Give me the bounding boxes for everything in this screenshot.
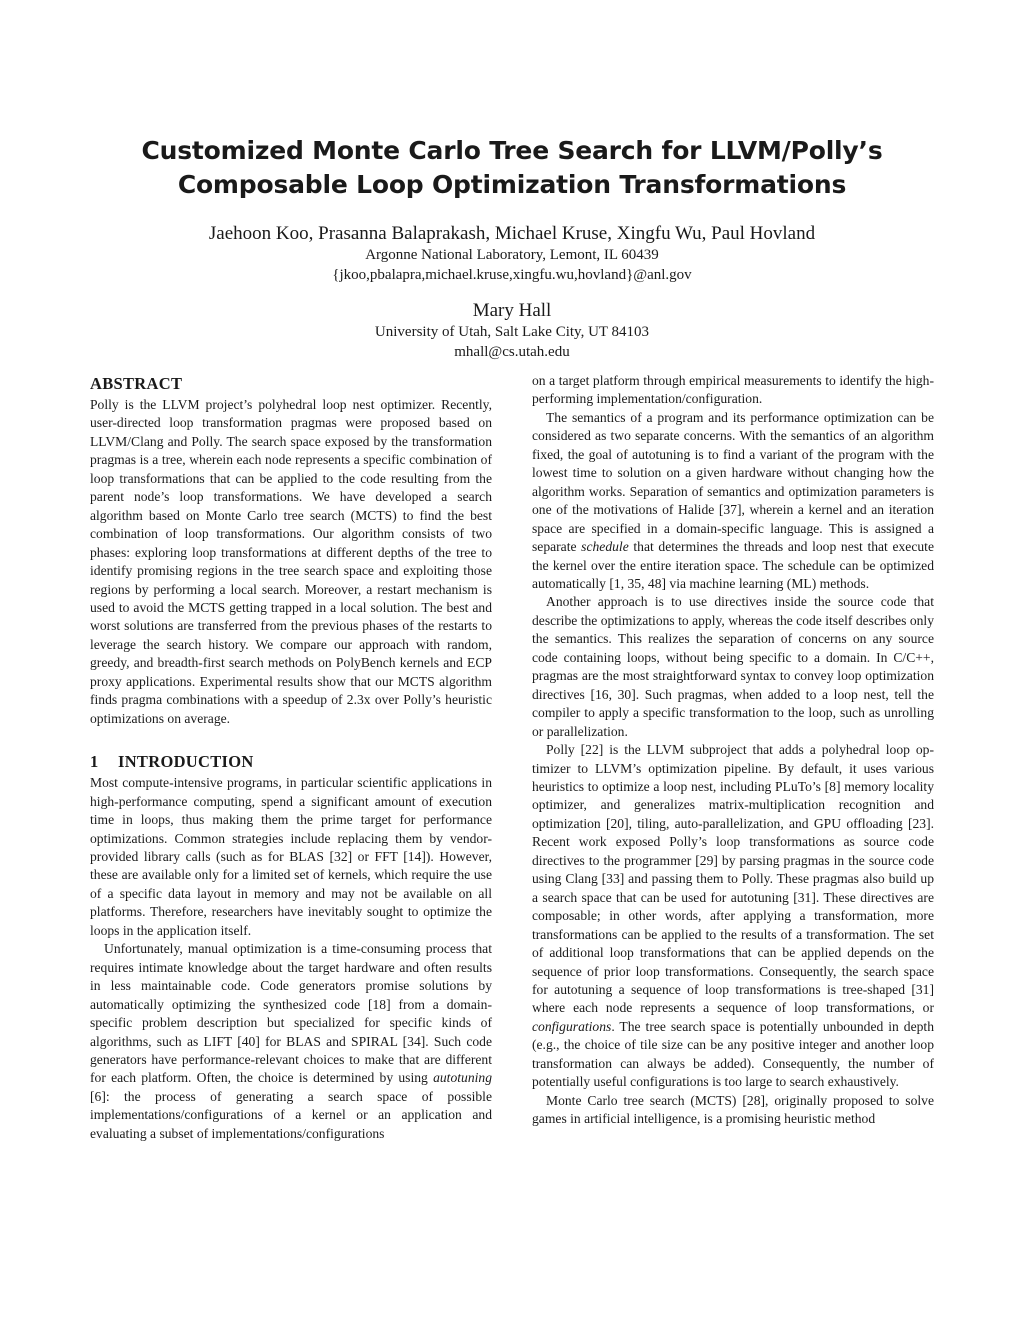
author-affiliation: Argonne National Laboratory, Lemont, IL 60439 — [365, 247, 659, 263]
abstract-heading: ABSTRACT — [90, 374, 183, 393]
title-line-1: Customized Monte Carlo Tree Search for LLVM/Polly’s — [141, 136, 883, 165]
section-heading-introduction — [90, 752, 492, 772]
abstract-text: Polly is the LLVM project’s polyhedral loop nest optimizer. Recently, user-directed loop transformation pragmas were proposed based on LLVM/Clang and Polly. The search space exposed by the transformation pragmas is a tree, wherein each node represents a specific combination of loop transformations that can be applied to the code resulting from the parent node’s loop transformations. We have developed a search algorithm based on Monte Carlo tree search (MCTS) to find the best combination of loop transformations. Our algorithm consists of two phases: exploring loop transformations at different depths of the tree to identify promising regions in the tree search space and exploiting those regions by performing a local search. Moreover, a restart mechanism is used to avoid the MCTS getting trapped in a local solution. The best and worst solutions are transferred from the previous phases of the restarts to leverage the search history. We compare our approach with random, greedy, and breadth-first search methods on PolyBench kernels and ECP proxy applications. Experimental results show that our MCTS algorithm finds pragma combinations with a speedup of 2.3x over Polly’s heuristic optimizations on average. — [90, 397, 492, 726]
title-line-2: Composable Loop Optimization Transformations — [177, 170, 847, 199]
intro-paragraph-2-continued: on a target platform through empirical measurements to identify the high-performing implementation/configuration. — [532, 373, 934, 407]
intro-paragraph-1: Most compute-intensive programs, in particular scientific applications in high-performance computing, spend a significant amount of execution time in loops, thus making them the prime target for performance optimizations. Common strategies include replacing them by vendor-provided library calls (such as for BLAS [32] or FFT [14]). However, these are available only for a limited set of kernels, which require the use of a specific data layout in memory and may not be available on all platforms. Therefore, researchers have inevitably sought to optimize the loops in the application itself. — [90, 775, 492, 938]
emphasis-configurations: configurations — [532, 1018, 612, 1034]
paper-title — [90, 134, 934, 202]
intro-paragraph-3 — [532, 409, 934, 594]
right-column — [532, 372, 934, 1129]
left-column — [90, 372, 492, 1143]
emphasis-autotuning: autotuning — [433, 1070, 492, 1086]
author-names: Jaehoon Koo, Prasanna Balaprakash, Michael Kruse, Xingfu Wu, Paul Hovland — [208, 223, 816, 244]
intro-paragraph-5 — [532, 741, 934, 1092]
section-number: 1 — [90, 752, 99, 772]
section-title: INTRODUCTION — [118, 752, 254, 772]
text-run: Polly [22] is the LLVM subproject that adds a polyhedral loop optimizer to LLVM’s optimization pipeline. By default, it uses various heuristics to optimize a loop nest, including PLuTo’s [8] memory locality optimizer, and generalizes matrix-multiplication recognition and optimization [20], tiling, auto-parallelization, and GPU offloading [23]. Recent work exposed Polly’s loop transformations as source code directives to the programmer [29] by parsing pragmas in the source code using Clang [33] and passing them to Polly. These pragmas also build up a search space that can be used for autotuning [31]. These directives are composable; in other words, after applying a transformation, more transformations can be applied to the results of a transformation. The set of additional loop transformations that can be applied depends on the sequence of prior loop transformations. Consequently, the search space for autotuning a sequence of loop transformations is tree-shaped [31] where each node represents a sequence of loop transformations, or — [532, 742, 934, 1016]
intro-paragraph-4: Another approach is to use directives inside the source code that describe the optimizations to apply, whereas the code itself describes only the semantics. This realizes the separation of concerns on any source code containing loops, without being specific to a domain. In C/C++, pragmas are the most straightforward syntax to convey loop optimization directives [16, 30]. Such pragmas, when added to a loop nest, tell the compiler to apply a specific transformation to the loop, such as unrolling or parallelization. — [532, 594, 934, 739]
intro-paragraph-6: Monte Carlo tree search (MCTS) [28], originally proposed to solve games in artificial intelligence, is a promising heuristic method — [532, 1092, 934, 1127]
intro-paragraph-2 — [90, 940, 492, 1143]
text-run: [6]: the process of generating a search space of possible implementations/configurations of a kernel or an application and evaluating a subset of implementations/configurations — [90, 1088, 492, 1141]
second-author-email[interactable]: mhall@cs.utah.edu — [454, 344, 570, 360]
text-run: that determines the threads and loop nest that execute the kernel over the entire iteration space. The schedule can be optimized automatically [1, 35, 48] via machine learning (ML) methods. — [532, 539, 934, 591]
emphasis-schedule: schedule — [581, 539, 629, 555]
text-run: The semantics of a program and its performance optimization can be considered as two separate concerns. With the semantics of an algorithm fixed, the goal of autotuning is to find a variant of the program with the lowest time to solution on a given hardware without changing how the algorithm works. Separation of semantics and optimization parameters is one of the motivations of Halide [37], wherein a kernel and an iteration space are specified in a domain-specific language. This is assigned a separate — [532, 409, 934, 555]
second-author-name: Mary Hall — [472, 300, 552, 321]
second-author-affiliation: University of Utah, Salt Lake City, UT 84103 — [374, 324, 650, 340]
text-run: Unfortunately, manual optimization is a time-consuming process that requires intimate knowledge about the target hardware and often results in less maintainable code. Code generators promise solutions by automatically optimizing the synthesized code [18] from a domain-specific problem description but specialized for specific kinds of algorithms, such as LIFT [40] for BLAS and SPIRAL [34]. Such code generators have performance-relevant choices to make that are different for each platform. Often, the choice is determined by using — [90, 941, 492, 1086]
text-run: . The tree search space is potentially unbounded in depth (e.g., the choice of tile size can be any positive integer and another loop transformation can always be added). Consequently, the number of potentially useful configurations is too large to search exhaustively. — [532, 1018, 934, 1090]
author-email[interactable]: {jkoo,pbalapra,michael.kruse,xingfu.wu,hovland}@anl.gov — [332, 267, 692, 283]
